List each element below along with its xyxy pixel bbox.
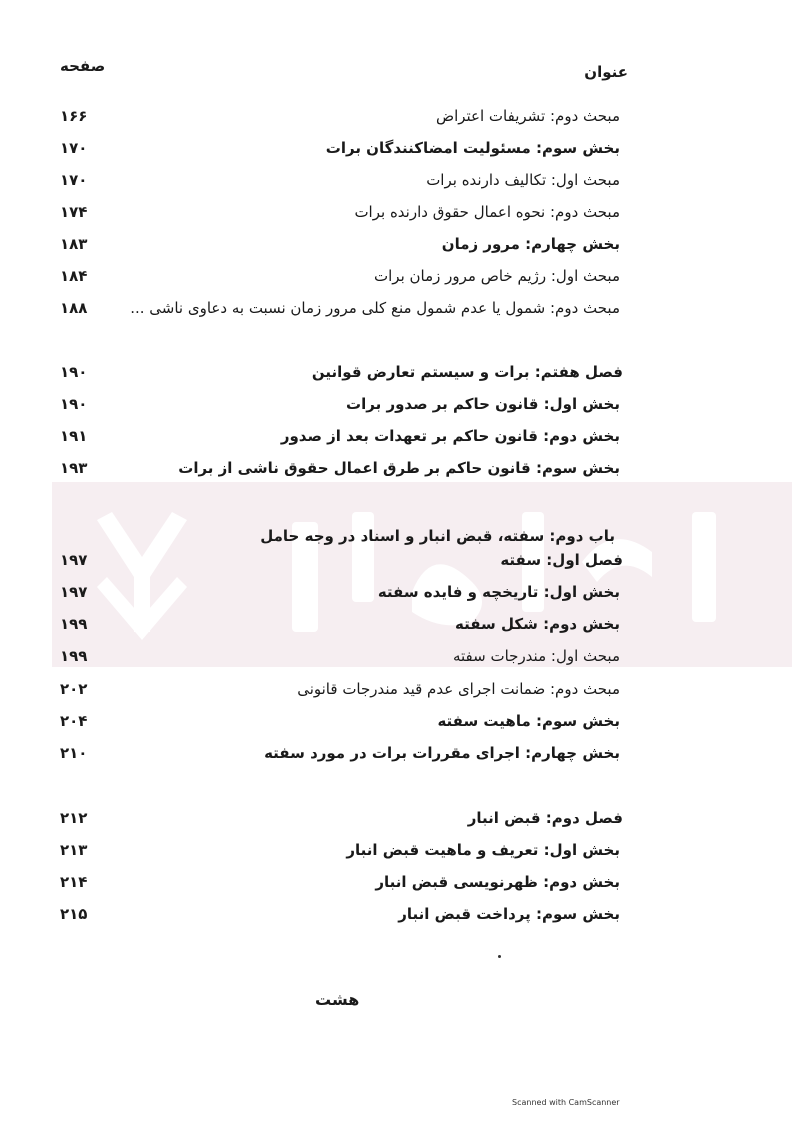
toc-entry-page: ۱۹۹: [60, 647, 88, 665]
toc-entry: [0, 804, 793, 832]
toc-entry: [0, 707, 793, 735]
toc-entry-title: بخش دوم: ظهرنویسی قبض انبار: [375, 873, 620, 891]
toc-entry-page: ۱۹۱: [60, 427, 88, 445]
toc-entry-page: ۱۹۰: [60, 395, 88, 413]
toc-entry: [0, 642, 793, 670]
toc-entry: [0, 422, 793, 450]
toc-entry: [0, 134, 793, 162]
toc-entry-page: ۱۹۰: [60, 363, 88, 381]
toc-entry: [0, 454, 793, 482]
title-column-label: عنوان: [584, 63, 628, 81]
toc-entry: [0, 102, 793, 130]
toc-entry-title: بخش دوم: شکل سفته: [455, 615, 620, 633]
toc-entry-title: مبحث اول: رژیم خاص مرور زمان برات: [374, 267, 620, 285]
toc-entry: [0, 294, 793, 322]
toc-entry: [0, 262, 793, 290]
toc-entry-title: بخش چهارم: اجرای مقررات برات در مورد سفته: [264, 744, 620, 762]
publisher-watermark-logo: [52, 482, 792, 667]
toc-entry-title: بخش اول: تاریخچه و فایده سفته: [377, 583, 620, 601]
toc-entry: [0, 198, 793, 226]
toc-entry-title: بخش دوم: قانون حاکم بر تعهدات بعد از صدور: [280, 427, 620, 445]
toc-entry-page: ۱۷۰: [60, 139, 88, 157]
toc-entry-title: بخش چهارم: مرور زمان: [441, 235, 620, 253]
toc-entry-title: بخش اول: قانون حاکم بر صدور برات: [346, 395, 620, 413]
toc-entry-page: ۱۸۴: [60, 267, 88, 285]
toc-entry-title: مبحث دوم: شمول یا عدم شمول منع کلی مرور زمان نسبت به دعاوی ناشی ...: [130, 299, 620, 317]
toc-entry-page: ۲۰۴: [60, 712, 88, 730]
toc-entry-page: ۱۸۸: [60, 299, 88, 317]
toc-header: [0, 55, 793, 85]
toc-entry-page: ۲۱۰: [60, 744, 88, 762]
toc-entry-title: بخش سوم: مسئولیت امضاکنندگان برات: [325, 139, 620, 157]
toc-entry-page: ۱۹۷: [60, 583, 88, 601]
toc-entry-title: فصل دوم: قبض انبار: [467, 809, 623, 827]
toc-entry: [0, 836, 793, 864]
toc-entry: [0, 358, 793, 386]
page-number: هشت: [315, 990, 360, 1009]
toc-entry-title: مبحث اول: تکالیف دارنده برات: [426, 171, 620, 189]
toc-entry-title: بخش سوم: ماهیت سفته: [437, 712, 620, 730]
toc-entry-title: مبحث دوم: ضمانت اجرای عدم قید مندرجات قانونی: [297, 680, 620, 698]
toc-entry-title: فصل اول: سفته: [500, 551, 623, 569]
toc-entry-page: ۲۱۵: [60, 905, 88, 923]
toc-entry: [0, 578, 793, 606]
toc-entry-page: ۱۶۶: [60, 107, 88, 125]
toc-entry: [0, 739, 793, 767]
toc-entry-title: مبحث دوم: نحوه اعمال حقوق دارنده برات: [354, 203, 620, 221]
toc-entry: [0, 230, 793, 258]
toc-entry-title: بخش سوم: قانون حاکم بر طرق اعمال حقوق ناشی از برات: [178, 459, 620, 477]
page-column-label: صفحه: [60, 57, 106, 75]
toc-entry-page: ۱۷۰: [60, 171, 88, 189]
toc-entry: [0, 166, 793, 194]
toc-entry-title: بخش اول: تعریف و ماهیت قبض انبار: [346, 841, 620, 859]
stray-dot: [498, 955, 501, 958]
toc-entry-page: ۱۹۹: [60, 615, 88, 633]
toc-entry-page: ۲۱۳: [60, 841, 88, 859]
toc-entry: [0, 390, 793, 418]
chapter-heading: باب دوم: سفته، قبض انبار و اسناد در وجه حامل: [260, 527, 615, 545]
toc-entry: [0, 675, 793, 703]
toc-entry-page: ۲۱۲: [60, 809, 88, 827]
toc-entry-page: ۲۱۴: [60, 873, 88, 891]
toc-entry: [0, 868, 793, 896]
toc-entry-page: ۱۹۷: [60, 551, 88, 569]
toc-entry: [0, 900, 793, 928]
toc-entry-title: فصل هفتم: برات و سیستم تعارض قوانین: [311, 363, 623, 381]
toc-entry-title: مبحث اول: مندرجات سفته: [452, 647, 620, 665]
toc-entry-page: ۱۸۳: [60, 235, 88, 253]
scanner-note: Scanned with CamScanner: [512, 1098, 620, 1107]
toc-entry-page: ۱۹۳: [60, 459, 88, 477]
toc-entry: [0, 610, 793, 638]
toc-entry-title: بخش سوم: پرداخت قبض انبار: [398, 905, 620, 923]
toc-entry-title: مبحث دوم: تشریفات اعتراض: [435, 107, 620, 125]
toc-entry-page: ۱۷۴: [60, 203, 88, 221]
toc-entry: [0, 546, 793, 574]
toc-entry-page: ۲۰۲: [60, 680, 88, 698]
